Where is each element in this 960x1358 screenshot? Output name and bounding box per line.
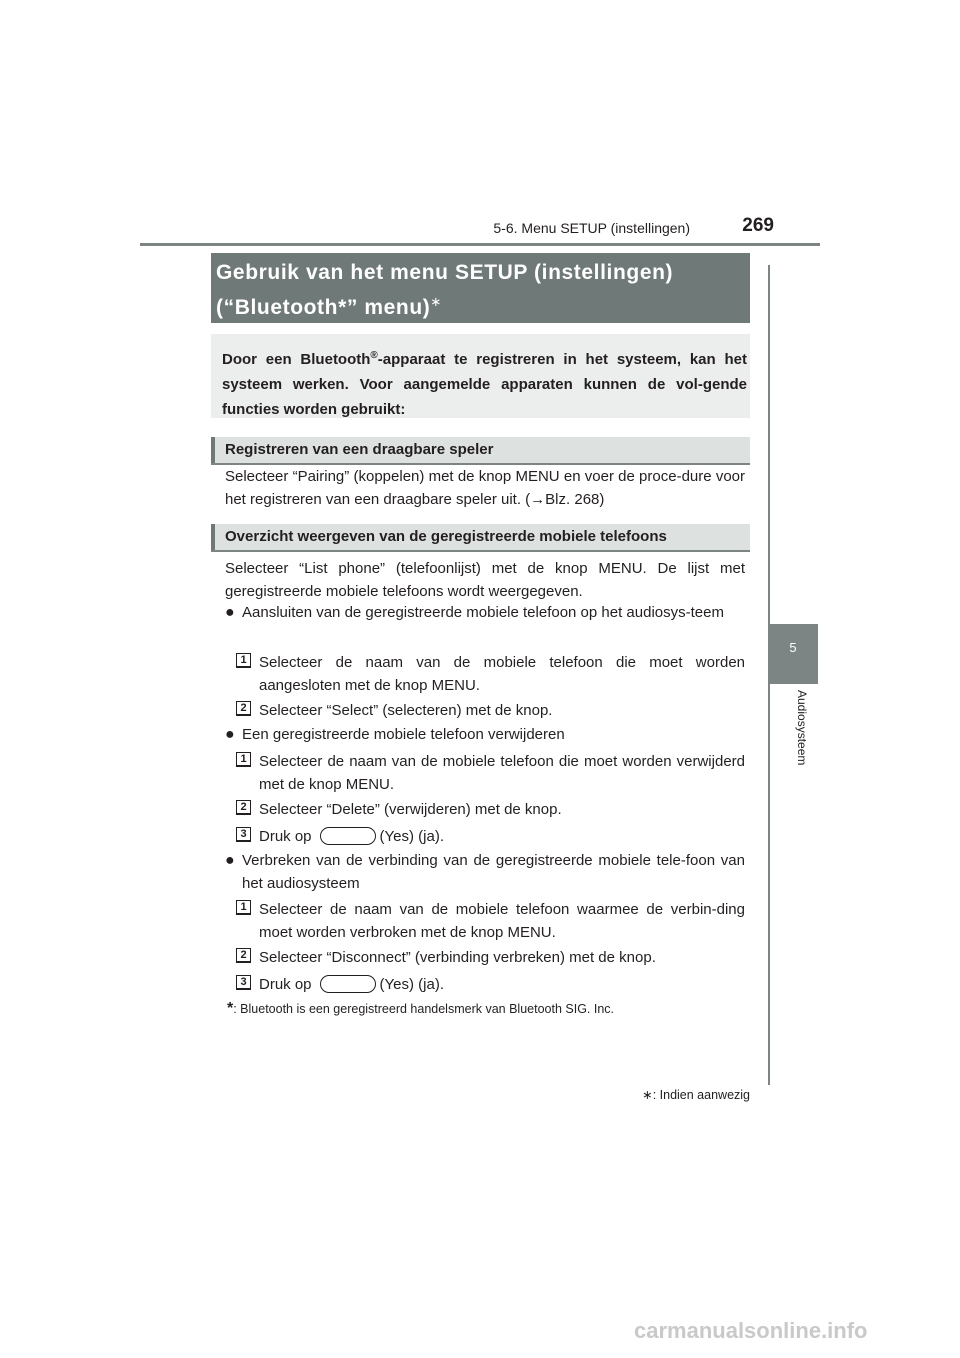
chapter-label-text: Audiosysteem (795, 690, 809, 766)
step-text-post: (Yes) (ja). (379, 976, 444, 993)
page-number: 269 (742, 215, 774, 236)
footnote (227, 1000, 614, 1018)
optional-mark: ∗ (430, 294, 442, 309)
step-item (237, 699, 745, 722)
step-number: 3 (236, 827, 251, 842)
step-text-post: (Yes) (ja). (379, 828, 444, 845)
yes-key-icon (320, 827, 376, 845)
page-heading-line2: (“Bluetooth*” menu) (216, 296, 431, 319)
register-player-text: Selecteer “Pairing” (koppelen) met de knop MENU en voer de proce-dure voor het registreren van een draagbare speler uit. (→Blz. 268) (225, 468, 745, 508)
step-item (237, 825, 745, 848)
step-item (237, 798, 745, 821)
footnote-text: : Bluetooth is een geregistreerd handelsmerk van Bluetooth SIG. Inc. (233, 1002, 615, 1016)
subheading-phone-list (211, 524, 750, 552)
intro-text (222, 343, 747, 422)
step-item (237, 898, 745, 944)
step-item (237, 973, 745, 996)
bullet-connect (225, 601, 745, 624)
subheading-text: Registreren van een draagbare speler (225, 441, 494, 458)
page-heading-text (216, 258, 673, 322)
step-text (259, 973, 745, 996)
footnote-mark: * (227, 1000, 234, 1017)
chapter-label (793, 690, 809, 890)
page-heading (211, 253, 750, 323)
step-number: 2 (236, 948, 251, 963)
intro-part1: Door een Bluetooth (222, 351, 371, 368)
phone-list-text: Selecteer “List phone” (telefoonlijst) met de knop MENU. De lijst met geregistreerde mobiele telefoons wordt weergegeven. (225, 560, 745, 600)
bullet-text: Een geregistreerde mobiele telefoon verwijderen (242, 726, 565, 743)
subheading-bar (211, 524, 215, 550)
step-number: 2 (236, 701, 251, 716)
step-number: 1 (236, 752, 251, 767)
step-text: Selecteer de naam van de mobiele telefoon waarmee de verbin-ding moet worden verbroken met de knop MENU. (259, 901, 745, 941)
step-text-pre: Druk op (259, 828, 312, 845)
bullet-icon: ● (225, 604, 235, 621)
step-number: 2 (236, 800, 251, 815)
step-text (259, 825, 745, 848)
yes-key-icon (320, 975, 376, 993)
registered-mark: ® (370, 350, 378, 361)
step-text: Selecteer “Select” (selecteren) met de knop. (259, 702, 553, 719)
step-number: 1 (236, 900, 251, 915)
subheading-bar (211, 437, 215, 463)
bullet-text: Aansluiten van de geregistreerde mobiele telefoon op het audiosys-teem (242, 604, 724, 621)
step-text: Selecteer de naam van de mobiele telefoon die moet worden aangesloten met de knop MENU. (259, 654, 745, 694)
step-text-pre: Druk op (259, 976, 312, 993)
bullet-disconnect (225, 849, 745, 895)
section-title: 5-6. Menu SETUP (instellingen) (493, 220, 690, 236)
bullet-text: Verbreken van de verbinding van de geregistreerde mobiele tele-foon van het audiosysteem (242, 852, 745, 892)
bullet-delete (225, 723, 745, 746)
step-item (237, 750, 745, 796)
subheading-register-player (211, 437, 750, 465)
header-rule (140, 243, 820, 246)
step-text: Selecteer “Disconnect” (verbinding verbreken) met de knop. (259, 949, 656, 966)
intro-part2: -apparaat te registreren in het systeem, kan het systeem werken. Voor aangemelde apparaten kunnen de vol-gende functies worden gebruikt: (222, 351, 747, 418)
optional-note: ∗: Indien aanwezig (642, 1088, 750, 1102)
step-text: Selecteer de naam van de mobiele telefoon die moet worden verwijderd met de knop MENU. (259, 753, 745, 793)
step-number: 1 (236, 653, 251, 668)
step-text: Selecteer “Delete” (verwijderen) met de knop. (259, 801, 562, 818)
bullet-icon: ● (225, 852, 235, 869)
subheading-text: Overzicht weergeven van de geregistreerde mobiele telefoons (225, 528, 667, 545)
step-number: 3 (236, 975, 251, 990)
chapter-tab: 5 (768, 624, 818, 684)
page-heading-line1: Gebruik van het menu SETUP (instellingen) (216, 261, 674, 284)
step-item (237, 651, 745, 697)
intro-box (211, 334, 750, 418)
step-item (237, 946, 745, 969)
watermark: carmanualsonline.info (634, 1318, 868, 1343)
bullet-icon: ● (225, 726, 235, 743)
